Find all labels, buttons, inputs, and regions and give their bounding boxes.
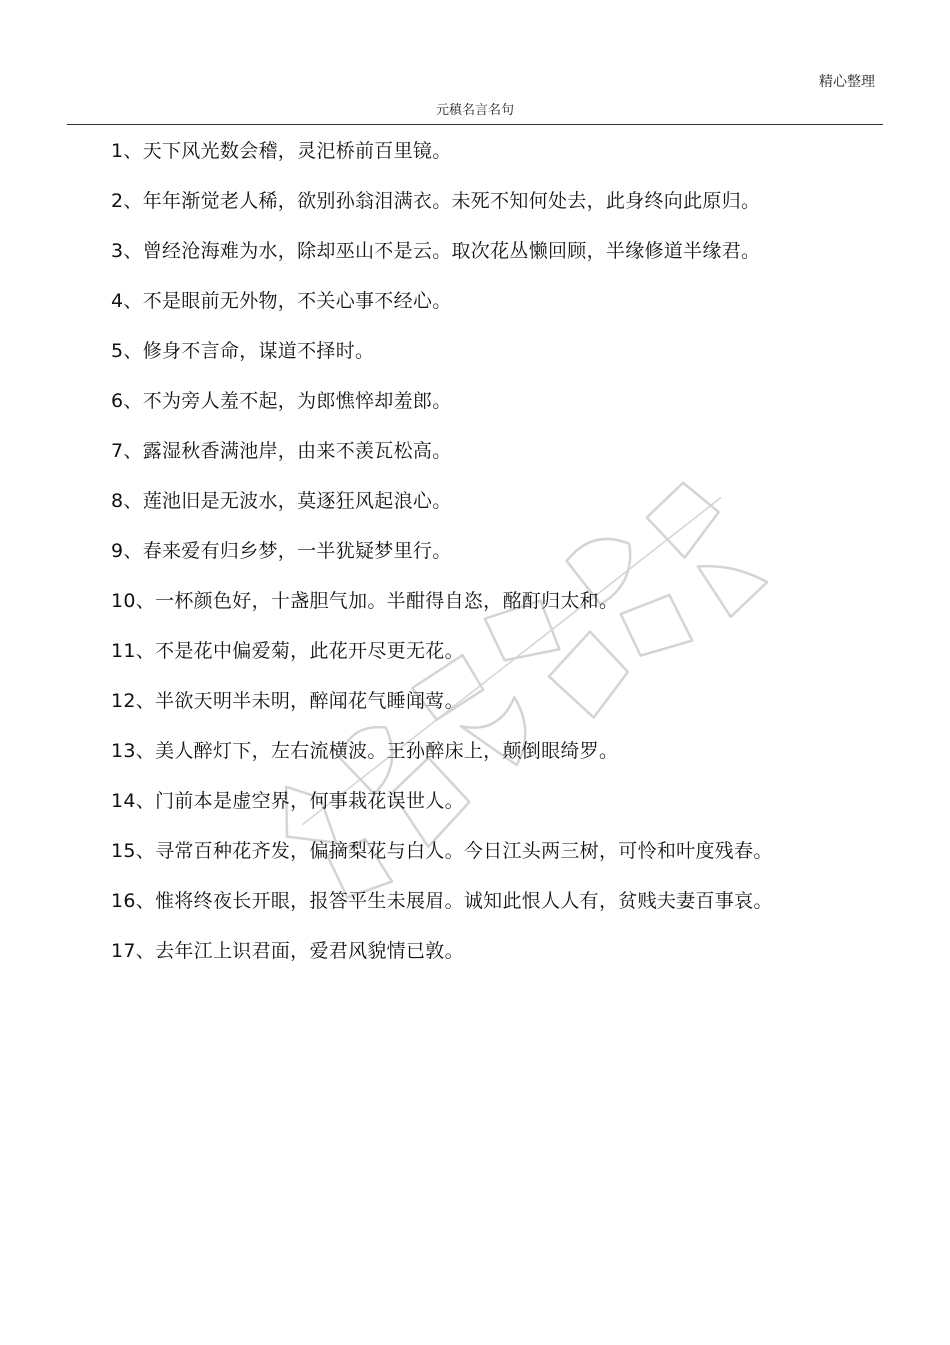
list-item: 8、莲池旧是无波水，莫逐狂风起浪心。 bbox=[111, 490, 452, 512]
header-rule bbox=[67, 124, 883, 125]
list-item: 17、去年江上识君面，爱君风貌情已敦。 bbox=[111, 940, 464, 962]
list-item: 1、天下风光数会稽，灵汜桥前百里镜。 bbox=[111, 140, 452, 162]
quote-list bbox=[111, 136, 773, 986]
list-item: 11、不是花中偏爱菊，此花开尽更无花。 bbox=[111, 640, 464, 662]
list-item: 3、曾经沧海难为水，除却巫山不是云。取次花丛懒回顾，半缘修道半缘君。 bbox=[111, 240, 761, 262]
list-item: 6、不为旁人羞不起，为郎憔悴却羞郎。 bbox=[111, 390, 452, 412]
list-item: 16、惟将终夜长开眼，报答平生未展眉。诚知此恨人人有，贫贱夫妻百事哀。 bbox=[111, 890, 773, 912]
list-item: 7、露湿秋香满池岸，由来不羡瓦松高。 bbox=[111, 440, 452, 462]
list-item: 15、寻常百种花齐发，偏摘梨花与白人。今日江头两三树，可怜和叶度残春。 bbox=[111, 840, 773, 862]
document-title: 元稹名言名句 bbox=[435, 103, 514, 118]
corner-note: 精心整理 bbox=[819, 74, 875, 90]
list-item: 2、年年渐觉老人稀，欲别孙翁泪满衣。未死不知何处去，此身终向此原归。 bbox=[111, 190, 761, 212]
list-item: 14、门前本是虚空界，何事栽花误世人。 bbox=[111, 790, 464, 812]
list-item: 10、一杯颜色好，十盏胆气加。半酣得自恣，酩酊归太和。 bbox=[111, 590, 619, 612]
list-item: 9、春来爱有归乡梦，一半犹疑梦里行。 bbox=[111, 540, 452, 562]
list-item: 12、半欲天明半未明，醉闻花气睡闻莺。 bbox=[111, 690, 464, 712]
list-item: 13、美人醉灯下，左右流横波。王孙醉床上，颠倒眼绮罗。 bbox=[111, 740, 619, 762]
list-item: 5、修身不言命，谋道不择时。 bbox=[111, 340, 375, 362]
list-item: 4、不是眼前无外物，不关心事不经心。 bbox=[111, 290, 452, 312]
